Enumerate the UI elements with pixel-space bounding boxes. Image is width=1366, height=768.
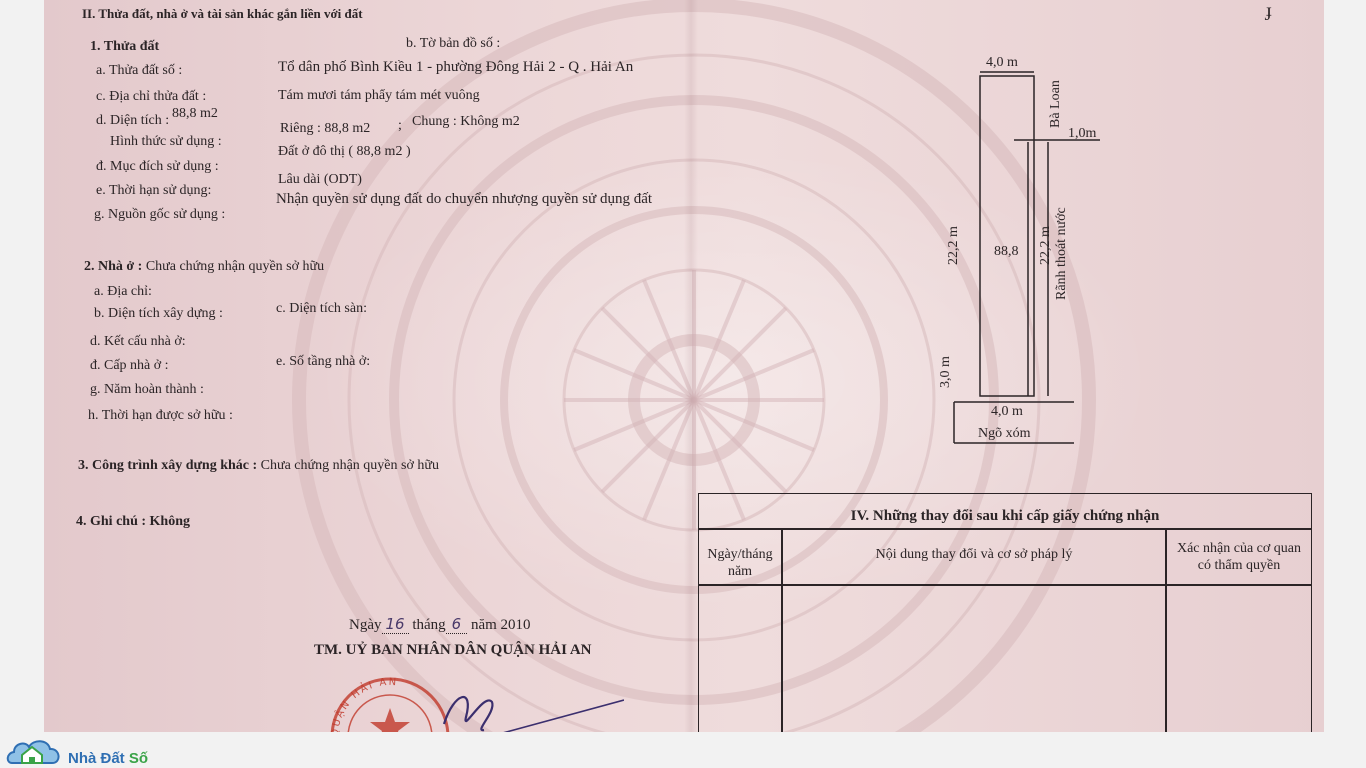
house-heading: 2. Nhà ở : Chưa chứng nhận quyền sở hữu [84,259,325,274]
plot-left-length: 22,2 m [946,226,961,265]
origin-label: g. Nguồn gốc sử dụng : [94,207,226,222]
address-label: c. Địa chỉ thửa đất : [96,89,207,104]
area-label: d. Diện tích : [96,113,170,128]
plot-neighbor: Bà Loan [1048,80,1063,128]
plot-lane-width: 3,0 m [938,356,953,388]
svg-text:QUẬN HẢI AN: QUẬN HẢI AN [329,676,399,738]
house-address-label: a. Địa chỉ: [94,284,152,299]
purpose-value: Đất ở đô thị ( 88,8 m2 ) [278,144,411,159]
grade-label: đ. Cấp nhà ở : [90,358,169,373]
plot-area: 88,8 [994,244,1019,259]
usage-form-label: Hình thức sử dụng : [110,134,222,149]
page-fold [684,0,698,732]
notes: 4. Ghi chú : Không [76,514,190,529]
usage-form-private: Riêng : 88,8 m2 [280,121,371,136]
signature-date: Ngày 16 tháng 6 năm 2010 [349,615,531,633]
plot-diagram [924,40,1224,460]
plot-gap-width: 1,0m [1068,126,1097,141]
plot-top-width: 4,0 m [986,55,1018,70]
purpose-label: đ. Mục đích sử dụng : [96,159,219,174]
plot-bottom-width: 4,0 m [991,404,1023,419]
col-content-header: Nội dung thay đổi và cơ sở pháp lý [875,547,1073,562]
plot-number-label: a. Thửa đất số : [96,63,183,78]
other-works: 3. Công trình xây dựng khác : Chưa chứng nhận quyền sở hữu [78,458,439,473]
address-value: Tổ dân phố Bình Kiều 1 - phường Đông Hải 2 - Q . Hải An [278,59,634,75]
area-value: 88,8 m2 [172,106,218,121]
origin-value: Nhận quyền sử dụng đất do chuyển nhượng quyền sử dụng đất [276,191,653,207]
site-logo[interactable]: Nhà Đất Số [68,750,149,767]
structure-label: d. Kết cấu nhà ở: [90,334,186,349]
col-confirm-header: Xác nhận của cơ quan có thẩm quyền [1176,541,1301,573]
floor-area-label: c. Diện tích sàn: [276,301,367,316]
usage-form-sep: ; [398,118,402,133]
changes-table [698,493,1312,732]
land-heading: 1. Thửa đất [90,39,160,54]
term-value: Lâu dài (ODT) [278,172,362,187]
usage-form-shared: Chung : Không m2 [412,114,520,129]
floors-label: e. Số tầng nhà ở: [276,354,371,369]
authority-name: TM. UỶ BAN NHÂN DÂN QUẬN HẢI AN [314,642,592,658]
changes-table-title: IV. Những thay đổi sau khi cấp giấy chứng nhận [850,508,1160,524]
plot-right-length: 22,2 m [1038,226,1053,265]
ownership-term-label: h. Thời hạn được sở hữu : [88,408,233,423]
area-words: Tám mươi tám phẩy tám mét vuông [278,88,480,103]
completion-label: g. Năm hoàn thành : [90,382,204,397]
section-title: II. Thửa đất, nhà ở và tài sản khác gắn liền với đất [82,6,363,21]
certificate-page [44,0,1324,738]
term-label: e. Thời hạn sử dụng: [96,183,212,198]
map-sheet-label: b. Tờ bản đồ số : [406,36,501,51]
col-date-header: Ngày/tháng năm [707,547,773,579]
corner-mark: ɟ [1266,0,1272,20]
plot-drain: Rãnh thoát nước [1054,207,1069,300]
plot-lane: Ngõ xóm [978,426,1031,441]
signature-seal-icon [324,672,624,738]
build-area-label: b. Diện tích xây dựng : [94,306,223,321]
